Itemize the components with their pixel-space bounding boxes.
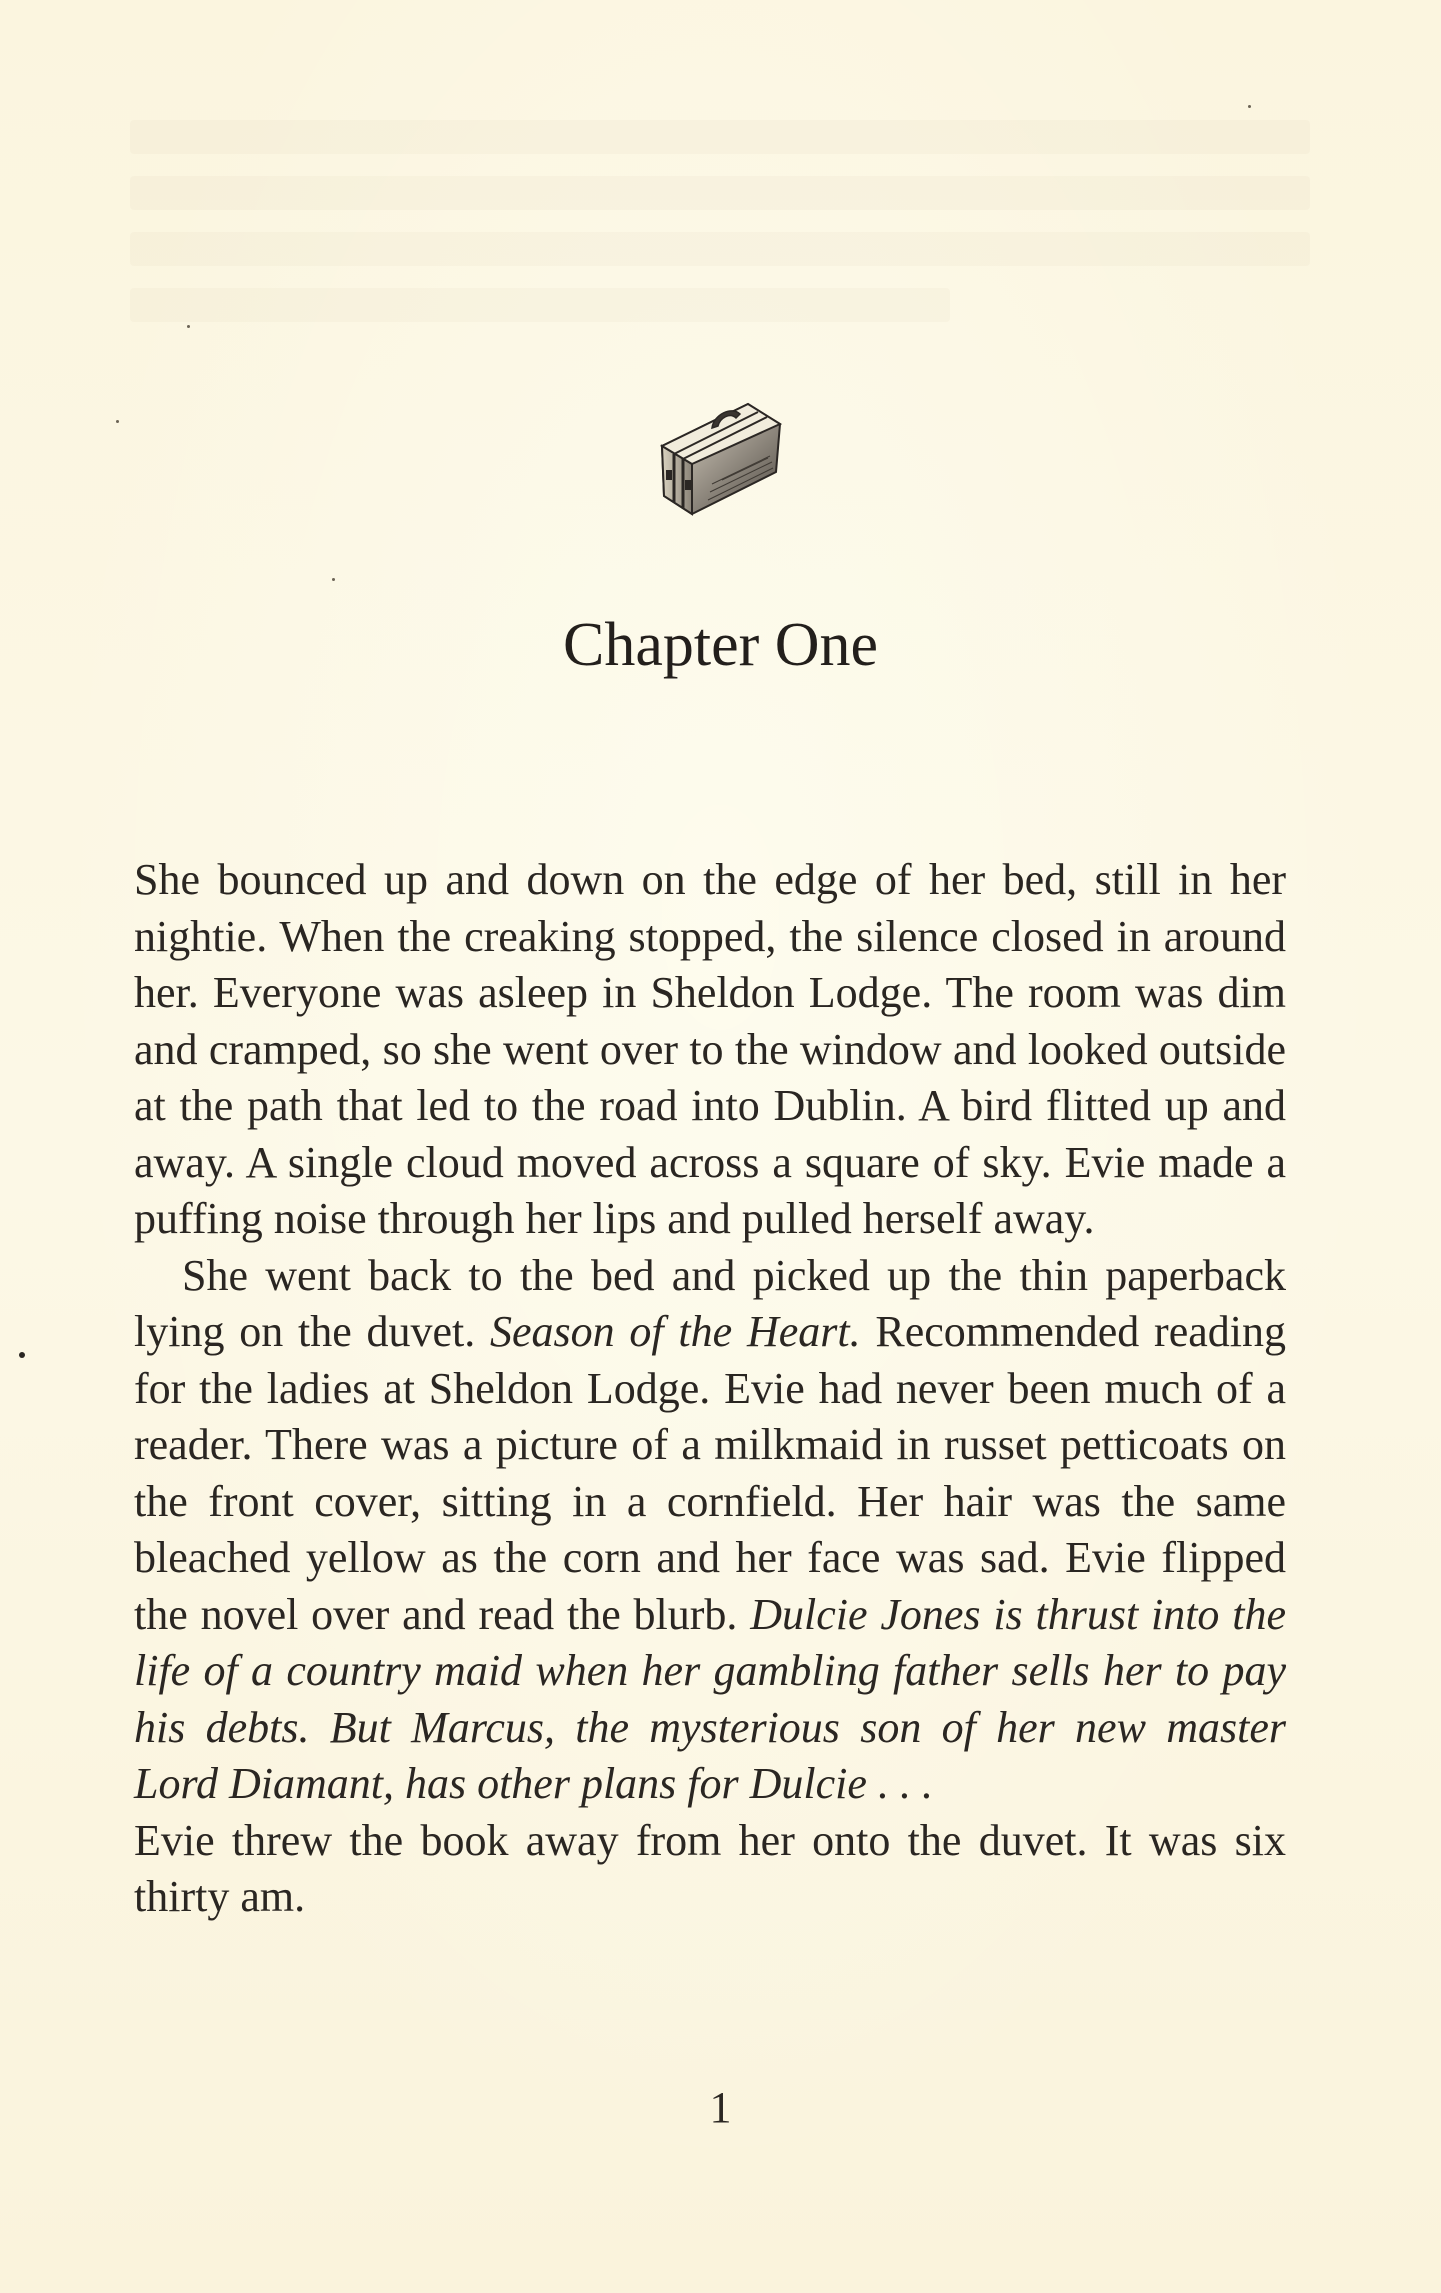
paragraph-2 xyxy=(134,1248,1286,1813)
chapter-title: Chapter One xyxy=(562,611,879,679)
paper-speck xyxy=(116,420,119,423)
paper-speck xyxy=(332,578,335,581)
paper-speck xyxy=(1248,105,1251,108)
paragraph-2-text-cont: Recommended reading for the ladies at Sheldon Lodge. Evie had never been much of a reader. There was a picture of a milkmaid in russet petticoats on the front cover, sitting in a cornfield. Her hair was the same bleached yellow as the corn and her face was sad. Evie flipped the novel over and read the blurb. xyxy=(134,1307,1286,1639)
show-through-line xyxy=(130,288,950,322)
suitcase-icon xyxy=(652,384,792,524)
paper-speck xyxy=(187,325,190,328)
page-number: 1 xyxy=(709,2083,732,2132)
paragraph-2-text: She went back to the bed and picked up the thin paperback lying on the duvet. xyxy=(134,1250,1286,1356)
show-through-line xyxy=(130,232,1310,266)
blurb-text: Dulcie Jones is thrust into the life of a country maid when her gambling father sells her to pay his debts. But Marcus, the mysterious son of her new master Lord Diamant, has other plans for Dulcie . . . xyxy=(134,1589,1286,1808)
chapter-body xyxy=(134,852,1286,1926)
show-through-line xyxy=(130,176,1310,210)
book-title: Season of the Heart. xyxy=(490,1307,861,1356)
paper-speck xyxy=(19,1352,25,1358)
show-through-line xyxy=(130,120,1310,154)
paragraph-1: She bounced up and down on the edge of her bed, still in her nightie. When the creaking stopped, the silence closed in around her. Everyone was asleep in Sheldon Lodge. The room was dim and cramped, so she went over to the window and looked outside at the path that led to the road into Dublin. A bird flitted up and away. A single cloud moved across a square of sky. Evie made a puffing noise through her lips and pulled herself away. xyxy=(134,855,1286,1243)
paragraph-3: Evie threw the book away from her onto the duvet. It was six thirty am. xyxy=(134,1815,1286,1921)
